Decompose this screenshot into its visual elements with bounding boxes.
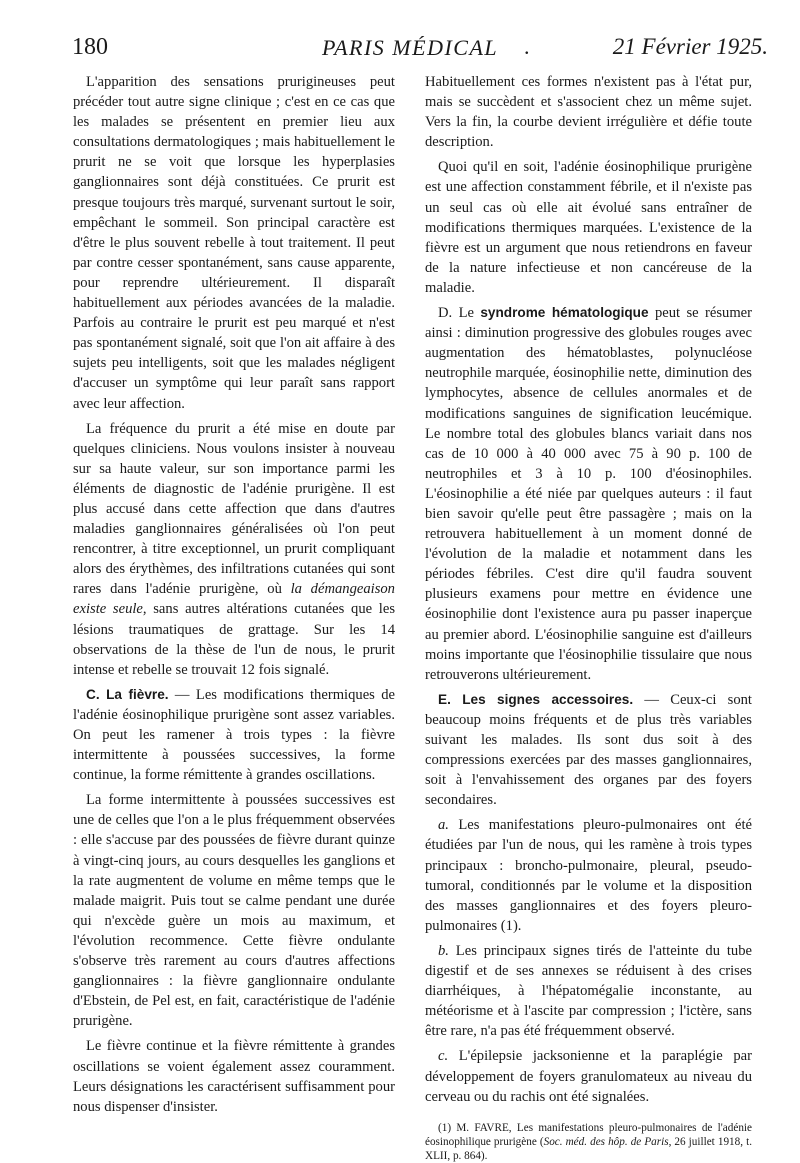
text-run: L'épilepsie jacksonienne et la paraplégie par développement de foyers granulomateux au niveau du cerveau ou du rachis ont été signalées. bbox=[425, 1048, 752, 1105]
paragraph-fever-argument: Quoi qu'il en soit, l'adénie éosinophilique prurigène est une affection constamment fébrile, et il n'existe pas un seul cas où elle ait évolué sans entraîner de modifications thermiques marquées. L'existence de la fièvre est un argument que nous retiendrons en faveur de la nature infectieuse et non cancéreuse de la maladie. bbox=[425, 159, 752, 296]
text-run: peut se résumer ainsi : diminution progressive des globules rouges avec augmentation des hématoblastes, polynucléose neutrophile marquée, éosinophilie nette, diminution des lymphocytes, absence de cellules anormales et de modifications sanguines de signification leucémique. Le nombre total des globules blancs variait dans nos cas de 10 000 à 40 000 avec 75 à 90 p. 100 de neutrophiles et 3 à 10 p. 100 d'éosinophiles. L'éosinophilie a été niée par quelques auteurs : il faut bien savoir qu'elle peut être passagère ; mais on la retrouvera habituellement à un moment donné de l'évolution de la maladie et notamment dans les périodes fébriles. C'est dire qu'il faudra souvent plusieurs examens pour mettre en évidence une éosinophilie dont l'existence aura pu passer inaperçue au premier abord. L'éosinophilie sanguine est d'ailleurs moins importante que l'éosinophilie tissulaire que nous retrouverons ultérieurement. bbox=[425, 305, 753, 683]
text-run: (1) M. FAVRE, Les manifestations pleuro-pulmonaires de l'adénie éosinophilique prurigène ( bbox=[425, 1121, 752, 1148]
italic-phrase: Soc. méd. des hôp. de Paris bbox=[543, 1135, 669, 1148]
list-letter: c. bbox=[438, 1048, 449, 1065]
paragraph-digestive bbox=[425, 941, 752, 1041]
text-run: La fréquence du prurit a été mise en doute par quelques cliniciens. Nous voulons insister à nouveau sur sa haute valeur, sur son importance parmi les éléments de diagnostic de l'adénie prurigène. Il est plus accusé dans cette affection que dans d'autres maladies ganglionnaires généralisées où l'on peut rencontrer, à titre exceptionnel, un prurit compliquant alors des érythèmes, des infiltrations cutanées qui sont rares dans l'adénie prurigène, où bbox=[73, 420, 395, 598]
text-run: Les principaux signes tirés de l'atteinte du tube digestif et de ses annexes se réduisent à des crises diarrhéiques, à l'hépatomégalie inconstante, au météorisme et à l'ascite par compression ; l'ictère, sans être rare, n'a pas été fréquemment observé. bbox=[425, 942, 752, 1040]
paragraph-intermittent-fever: La forme intermittente à poussées successives est une de celles que l'on a le plus fréquemment observées : elle s'accuse par des poussées de fièvre durant quinze à vingt-cinq jours, au cours desquelles les ganglions et la rate augmentent de volume en même temps que le malade maigrit. Puis tout se calme pendant une durée qui n'excède guère un mois au maximum, et l'évolution recommence. Cette fièvre ondulante s'observe très rarement au cours d'autres affections ganglionnaires : la fièvre ganglionnaire ondulante d'Ebstein, de Pel est, en fait, caractéristique de l'adénie prurigène. bbox=[73, 792, 395, 1030]
section-fever bbox=[73, 685, 395, 785]
text-run: , sans autres altérations cutanées que les lésions traumatiques de grattage. Sur les 14 observations de la thèse de l'un de nous, le prurit intense et rebelle se trouvait 12 fois signalé. bbox=[73, 601, 395, 678]
journal-title: PARIS MÉDICAL bbox=[322, 35, 499, 60]
section-heading-accessory: E. Les signes accessoires. bbox=[438, 691, 634, 707]
section-hematology bbox=[425, 303, 752, 685]
text-run: , 26 juillet 1918, t. XLII, p. 864). bbox=[425, 1135, 752, 1162]
right-column bbox=[425, 72, 752, 1163]
section-heading-fever: C. La fièvre. bbox=[86, 686, 169, 702]
list-letter: a. bbox=[438, 817, 449, 834]
text-run: Les manifestations pleuro-pulmonaires ont été étudiées par l'un de nous, qui les ramène à trois types principaux : broncho-pulmonaire, pleural, pseudo-tumoral, conditionnés par le volume et la disposition des masses ganglionnaires et des foyers pleuro-pulmonaires (1). bbox=[425, 817, 752, 934]
paragraph-prurit-onset: L'apparition des sensations prurigineuses peut précéder tout autre signe clinique ; c'est en ce cas que les malades se présentent en premier lieu aux consultations dermatologiques ; mais habituellement le prurit ne se voit que lorsque les hyperplasies ganglionnaires sont déjà constituées. Ce prurit est presque toujours très marqué, survenant surtout le soir, empêchant le sommeil. Son principal caractère est d'être le plus souvent rebelle à tout traitement. Il peut par contre cesser spontanément, sans cause apparente, pour reprendre ultérieurement. Il disparaît habituellement aux périodes avancées de la maladie. Parfois au contraire le prurit est peu marqué et n'est pas spontanément signalé, soit que l'on ait affaire à des sujets peu intelligents, soit que les malades négligent d'accuser un symptôme qui leur paraît sans rapport avec leur affection. bbox=[73, 74, 395, 412]
paragraph-fever-forms: Habituellement ces formes n'existent pas à l'état pur, mais se succèdent et s'associent chez un même sujet. Vers la fin, la courbe devient irrégulière et défie toute description. bbox=[425, 74, 752, 151]
page-number: 180 bbox=[72, 34, 108, 60]
issue-date: 21 Février 1925. bbox=[612, 34, 768, 59]
section-heading-hematology: syndrome hématologique bbox=[480, 305, 649, 321]
paragraph-prurit-frequency bbox=[73, 419, 395, 680]
text-run: — Ceux-ci sont beaucoup moins fréquents et de plus très variables suivant les malades. Ils sont dus soit à des compressions exercées par des masses ganglionnaires, soit à l'envahissement des organes par des foyers secondaires. bbox=[425, 691, 752, 809]
left-column bbox=[73, 72, 395, 1122]
header-separator: . bbox=[524, 34, 530, 59]
section-accessory-signs bbox=[425, 690, 752, 811]
page-header bbox=[72, 34, 772, 68]
italic-phrase: la démangeaison existe seule bbox=[73, 581, 395, 618]
text-run: — Les modifications thermiques de l'adénie éosinophilique prurigène sont assez variables. On peut les ramener à trois types : la fièvre intermittente à poussées successives, la forme continue, la forme rémittente à grandes oscillations. bbox=[73, 686, 396, 784]
footnote bbox=[425, 1121, 752, 1163]
list-letter: b. bbox=[438, 942, 449, 959]
paragraph-neurological bbox=[425, 1046, 752, 1106]
text-run: D. Le bbox=[438, 305, 481, 322]
paragraph-continuous-fever: Le fièvre continue et la fièvre rémittente à grandes oscillations se voient également assez couramment. Leurs désignations les caractérisent suffisamment pour nous dispenser d'insister. bbox=[73, 1038, 395, 1115]
paragraph-pleuro-pulmonary bbox=[425, 815, 752, 936]
